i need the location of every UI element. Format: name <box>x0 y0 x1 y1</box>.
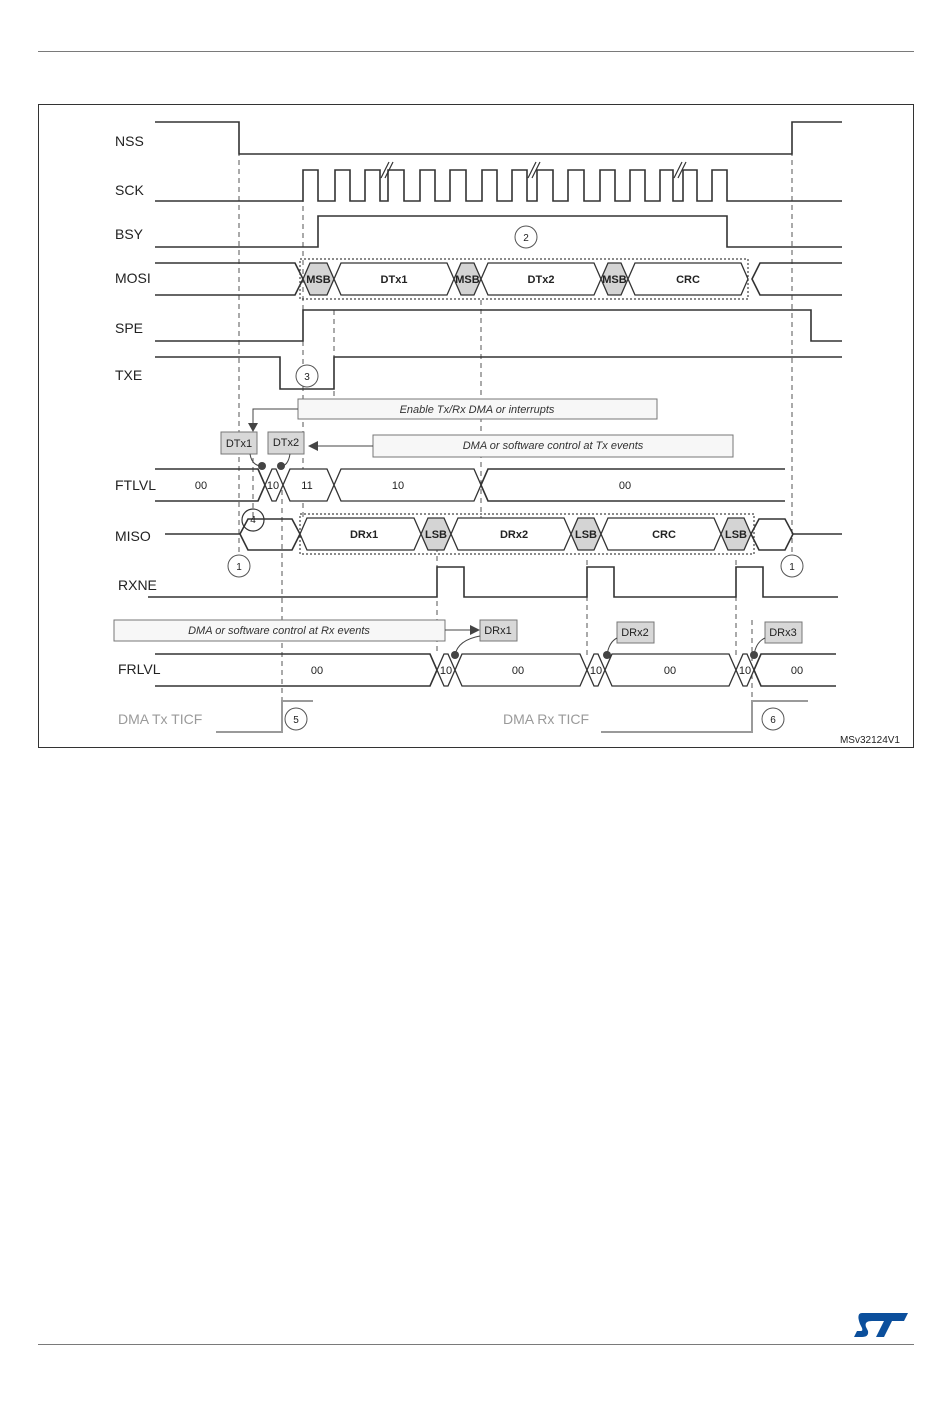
tag-drx3 <box>765 622 802 643</box>
svg-text:3: 3 <box>304 372 310 383</box>
label-sck: SCK <box>115 182 144 198</box>
mosi-dtx1-label: DTx1 <box>380 274 408 286</box>
tag-drx1-text: DRx1 <box>484 625 512 637</box>
miso-lsb-1-label: LSB <box>425 529 447 541</box>
tag-drx2-text: DRx2 <box>621 627 649 639</box>
frlvl-value-10b: 10 <box>589 665 603 677</box>
note-rx-control <box>114 620 480 641</box>
svg-text:5: 5 <box>293 715 299 726</box>
wave-nss <box>155 122 842 154</box>
ftlvl-value-5: 00 <box>618 480 632 492</box>
note-enable-dma <box>248 399 657 432</box>
note-rx-control-text: DMA or software control at Rx events <box>188 625 370 637</box>
frlvl-value-4: 00 <box>790 665 804 677</box>
label-miso: MISO <box>115 528 151 544</box>
ftlvl-bus <box>155 469 785 501</box>
svg-text:2: 2 <box>523 233 529 244</box>
marker-2 <box>515 226 537 248</box>
wave-spe <box>155 310 842 341</box>
mosi-msb-2-label: MSB <box>455 274 480 286</box>
svg-text:1: 1 <box>236 562 242 573</box>
marker-1-right <box>781 555 803 577</box>
label-spe: SPE <box>115 320 144 336</box>
miso-bus <box>165 514 842 554</box>
tag-dtx1-text: DTx1 <box>225 438 253 450</box>
ftlvl-value-1: 00 <box>194 480 208 492</box>
mosi-msb-1-label: MSB <box>306 274 331 286</box>
label-ftlvl: FTLVL <box>115 477 156 493</box>
mosi-crc-label: CRC <box>676 274 700 286</box>
label-rxne: RXNE <box>118 577 157 593</box>
drx1-read-dot <box>451 651 459 659</box>
tag-drx2 <box>617 622 654 643</box>
label-mosi: MOSI <box>115 270 151 286</box>
label-txe: TXE <box>115 367 143 383</box>
marker-3 <box>296 365 318 387</box>
drx3-read-dot <box>750 651 758 659</box>
figure-reference: MSv32124V1 <box>839 735 900 746</box>
wave-bsy <box>155 216 842 247</box>
tag-drx3-text: DRx3 <box>769 627 797 639</box>
ftlvl-value-3: 11 <box>301 480 313 492</box>
wave-sck <box>155 170 842 201</box>
marker-6 <box>762 708 784 730</box>
tag-dtx2-text: DTx2 <box>272 437 300 449</box>
svg-text:6: 6 <box>770 715 776 726</box>
ftlvl-value-4: 10 <box>391 480 405 492</box>
dtx1-write-dot <box>258 462 266 470</box>
frlvl-bus <box>155 654 836 686</box>
label-dma-tx-ticf: DMA Tx TICF <box>118 711 203 727</box>
label-frlvl: FRLVL <box>118 661 161 677</box>
frlvl-value-10a: 10 <box>439 665 453 677</box>
note-enable-dma-text: Enable Tx/Rx DMA or interrupts <box>399 404 555 416</box>
miso-lsb-2-label: LSB <box>575 529 597 541</box>
dtx2-write-dot <box>277 462 285 470</box>
tag-dtx2 <box>268 432 304 454</box>
ftlvl-value-2: 10 <box>266 480 280 492</box>
miso-lsb-3-label: LSB <box>725 529 747 541</box>
label-nss: NSS <box>115 133 144 149</box>
frlvl-value-3: 00 <box>663 665 677 677</box>
label-bsy: BSY <box>115 226 144 242</box>
label-dma-rx-ticf: DMA Rx TICF <box>503 711 590 727</box>
miso-crc-label: CRC <box>652 529 676 541</box>
mosi-msb-3-label: MSB <box>602 274 627 286</box>
mosi-bus <box>155 259 842 299</box>
tag-drx1 <box>480 620 517 641</box>
frlvl-value-10c: 10 <box>738 665 752 677</box>
wave-rxne <box>148 567 838 597</box>
frlvl-value-1: 00 <box>310 665 324 677</box>
note-tx-control-text: DMA or software control at Tx events <box>462 440 644 452</box>
frlvl-value-2: 00 <box>511 665 525 677</box>
wave-txe <box>155 357 842 389</box>
marker-1-left <box>228 555 250 577</box>
svg-text:1: 1 <box>789 562 795 573</box>
tag-dtx1 <box>221 432 257 454</box>
mosi-dtx2-label: DTx2 <box>527 274 555 286</box>
st-logo <box>854 1313 908 1337</box>
miso-drx2-label: DRx2 <box>499 529 529 541</box>
note-tx-control <box>308 435 733 457</box>
miso-drx1-label: DRx1 <box>349 529 379 541</box>
svg-text:4: 4 <box>250 515 256 526</box>
marker-5 <box>285 708 307 730</box>
